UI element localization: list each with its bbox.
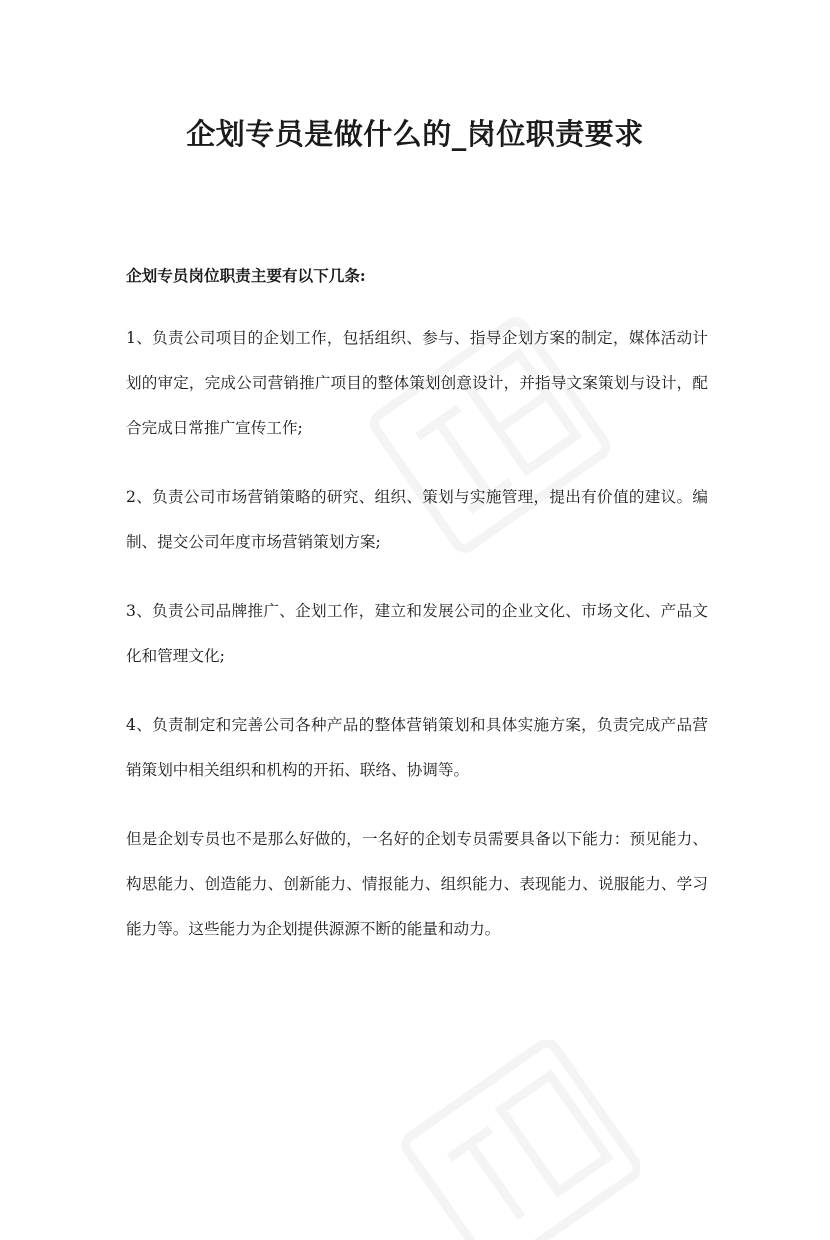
watermark-logo-bottom bbox=[380, 1040, 640, 1240]
paragraph-duty-1: 1、负责公司项目的企划工作，包括组织、参与、指导企划方案的制定，媒体活动计划的审定，完成公司营销推广项目的整体策划创意设计，并指导文案策划与设计，配合完成日常推广宣传工作; bbox=[126, 329, 708, 437]
document-body bbox=[126, 253, 708, 976]
paragraph-duty-3: 3、负责公司品牌推广、企划工作，建立和发展公司的企业文化、市场文化、产品文化和管理文化; bbox=[126, 602, 708, 665]
paragraph-duty-2: 2、负责公司市场营销策略的研究、组织、策划与实施管理，提出有价值的建议。编制、提交公司年度市场营销策划方案; bbox=[126, 488, 708, 551]
intro-heading: 企划专员岗位职责主要有以下几条: bbox=[126, 266, 366, 285]
paragraph-duty-4: 4、负责制定和完善公司各种产品的整体营销策划和具体实施方案，负责完成产品营销策划中相关组织和机构的开拓、联络、协调等。 bbox=[126, 716, 708, 779]
paragraph-abilities: 但是企划专员也不是那么好做的，一名好的企划专员需要具备以下能力：预见能力、构思能力、创造能力、创新能力、情报能力、组织能力、表现能力、说服能力、学习能力等。这些能力为企划提供源源不断的能量和动力。 bbox=[126, 830, 708, 938]
page-title: 企划专员是做什么的_岗位职责要求 bbox=[186, 117, 644, 151]
